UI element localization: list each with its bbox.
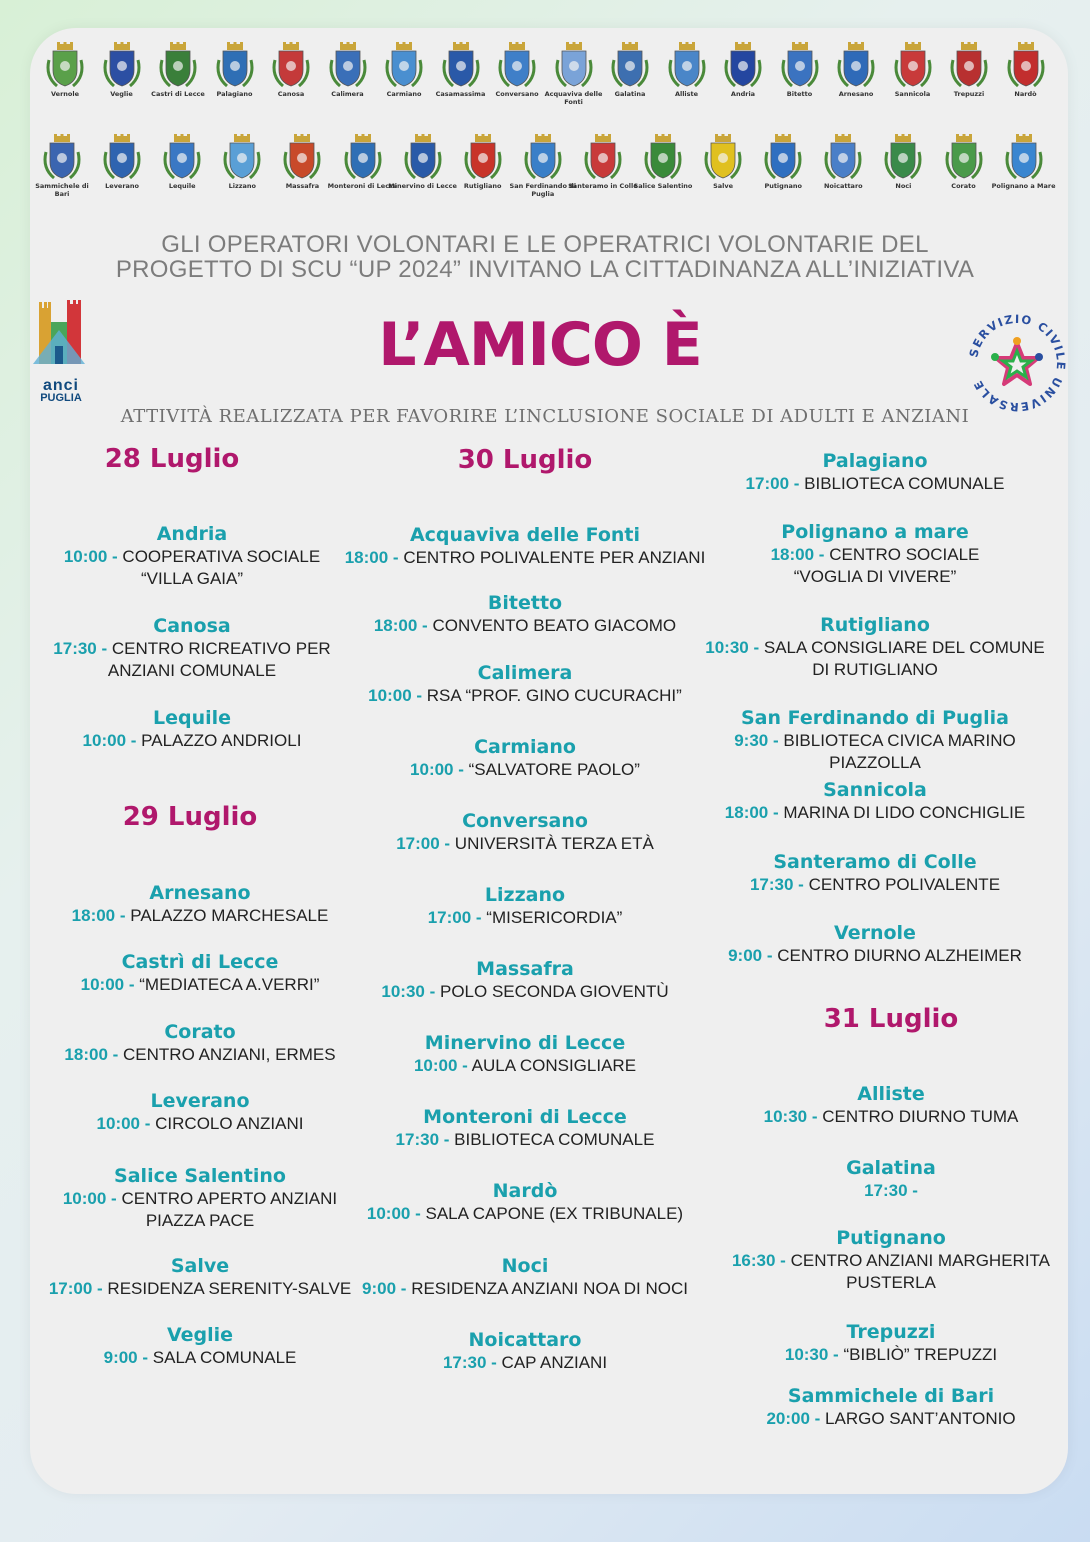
event-nardo (340, 1179, 710, 1225)
event-venue (340, 1129, 710, 1151)
event-time: 18:00 - (724, 803, 779, 822)
event-time: 17:30 - (749, 875, 804, 894)
event-venue (690, 730, 1060, 774)
date-heading-30: 30 Luglio (457, 445, 593, 475)
event-venue (30, 1278, 370, 1300)
event-conversano (340, 809, 710, 855)
event-palagiano (690, 449, 1060, 495)
crest-label: Noci (895, 182, 912, 190)
coat-of-arms-icon (156, 42, 200, 90)
crest-nard- (991, 42, 1061, 99)
coat-of-arms-icon (701, 134, 745, 182)
event-time: 17:00 - (745, 474, 800, 493)
event-venue-line1: CENTRO ANZIANI, ERMES (123, 1045, 336, 1064)
event-town: Calimera (477, 662, 573, 684)
event-town: Carmiano (474, 736, 576, 758)
crest-label: Vernole (50, 90, 80, 98)
event-town: Putignano (836, 1227, 946, 1249)
event-time: 18:00 - (770, 545, 825, 564)
event-town: Palagiano (822, 450, 928, 472)
event-venue-line2: PUSTERLA (846, 1273, 936, 1292)
page-title: L’AMICO È (378, 310, 702, 380)
crest-label: Sammichele di Bari (35, 182, 89, 198)
event-leverano (30, 1089, 370, 1135)
coat-of-arms-icon (641, 134, 685, 182)
event-venue-line2: PIAZZA PACE (145, 1211, 255, 1230)
event-venue (30, 1113, 370, 1135)
coat-of-arms-icon (778, 42, 822, 90)
event-massafra (340, 957, 710, 1003)
event-town: Castrì di Lecce (121, 951, 279, 973)
coat-of-arms-icon (401, 134, 445, 182)
event-venue (340, 685, 710, 707)
event-venue (22, 730, 362, 752)
event-venue-line1: RESIDENZA ANZIANI NOA DI NOCI (411, 1279, 688, 1298)
event-venue (340, 547, 710, 569)
crest-label: Putignano (764, 182, 802, 190)
crest-label: Veglie (110, 90, 133, 98)
event-time: 16:30 - (731, 1251, 786, 1270)
crest-label: Salve (713, 182, 734, 190)
event-time: 10:00 - (368, 686, 423, 705)
event-venue-line1: AULA CONSIGLIARE (471, 1056, 637, 1075)
crest-label: Massafra (285, 182, 320, 190)
event-venue-line1: CENTRO DIURNO TUMA (822, 1107, 1019, 1126)
event-putignano (706, 1226, 1076, 1294)
event-salice (30, 1164, 370, 1232)
anci-puglia-logo (33, 300, 89, 404)
event-time: 10:30 - (763, 1107, 818, 1126)
event-time: 10:00 - (80, 975, 135, 994)
event-town: Bitetto (487, 592, 563, 614)
coat-of-arms-icon (326, 42, 370, 90)
event-town: Monteroni di Lecce (423, 1106, 627, 1128)
event-time: 18:00 - (344, 548, 399, 567)
event-time: 17:00 - (48, 1279, 103, 1298)
crest-row-top (0, 42, 1090, 122)
coat-of-arms-icon (220, 134, 264, 182)
coat-of-arms-icon (43, 42, 87, 90)
event-venue-line2: “VILLA GAIA” (140, 569, 244, 588)
event-town: Trepuzzi (846, 1321, 936, 1343)
event-time: 18:00 - (71, 906, 126, 925)
event-town: Lequile (152, 707, 232, 729)
event-town: Rutigliano (820, 614, 930, 636)
event-minervino (340, 1031, 710, 1077)
event-venue (22, 638, 362, 660)
event-time: 17:30 - (864, 1181, 918, 1200)
event-venue (706, 1106, 1076, 1128)
event-venue-line1: SALA CAPONE (EX TRIBUNALE) (425, 1204, 684, 1223)
event-venue (22, 546, 362, 568)
event-time: 20:00 - (766, 1409, 821, 1428)
anci-castle-icon (33, 300, 89, 376)
event-venue-line1: “MISERICORDIA” (486, 908, 623, 927)
event-venue-line1: SALA COMUNALE (152, 1348, 297, 1367)
event-bitetto (340, 591, 710, 637)
date-heading-31: 31 Luglio (823, 1004, 959, 1034)
event-venue (690, 473, 1060, 495)
event-venue-line1: “SALVATORE PAOLO” (468, 760, 640, 779)
event-town: Massafra (476, 958, 574, 980)
svg-text:SERVIZIO CIVILE UNIVERSALE (966, 312, 1068, 414)
event-town: Alliste (857, 1083, 925, 1105)
coat-of-arms-icon (100, 134, 144, 182)
crest-label: Monteroni di Lecce (327, 182, 398, 190)
event-time: 18:00 - (64, 1045, 119, 1064)
event-town: Acquaviva delle Fonti (409, 524, 641, 546)
event-venue-line1: CIRCOLO ANZIANI (155, 1114, 304, 1133)
event-venue-line1: COOPERATIVA SOCIALE (122, 547, 321, 566)
event-monteroni (340, 1105, 710, 1151)
event-rutigliano (690, 613, 1060, 681)
event-sanferdinando (690, 706, 1060, 774)
event-town: Minervino di Lecce (424, 1032, 626, 1054)
event-venue-line1: UNIVERSITÀ TERZA ETÀ (454, 834, 654, 853)
crest-label: Alliste (674, 90, 699, 98)
event-venue-line1: CENTRO APERTO ANZIANI (121, 1189, 338, 1208)
event-time: 17:00 - (427, 908, 482, 927)
crest-label: Andria (730, 90, 756, 98)
event-santeramo (690, 850, 1060, 896)
event-venue-line2: “VOGLIA DI VIVERE” (793, 567, 957, 586)
crest-label: Carmiano (386, 90, 422, 98)
event-vernole (690, 921, 1060, 967)
intro-line-2: PROGETTO DI SCU “UP 2024” INVITANO LA CITTADINANZA ALL’INIZIATIVA (115, 256, 975, 283)
event-alliste (706, 1082, 1076, 1128)
event-town: Salve (170, 1255, 230, 1277)
coat-of-arms-icon (280, 134, 324, 182)
event-calimera (340, 661, 710, 707)
event-venue-line1: CENTRO ANZIANI MARGHERITA (790, 1251, 1051, 1270)
crest-label: Trepuzzi (953, 90, 985, 98)
coat-of-arms-icon (461, 134, 505, 182)
event-carmiano (340, 735, 710, 781)
event-town: Noci (501, 1255, 549, 1277)
crest-label: Palagiano (216, 90, 253, 98)
coat-of-arms-icon (761, 134, 805, 182)
event-venue (340, 1203, 710, 1225)
event-town: Corato (164, 1021, 236, 1043)
coat-of-arms-icon (891, 42, 935, 90)
event-town: Galatina (846, 1157, 936, 1179)
coat-of-arms-icon (1002, 134, 1046, 182)
coat-of-arms-icon (100, 42, 144, 90)
event-venue-line1: RESIDENZA SERENITY-SALVE (107, 1279, 352, 1298)
event-trepuzzi (706, 1320, 1076, 1366)
crest-label: Canosa (277, 90, 305, 98)
crest-label: Leverano (105, 182, 140, 190)
scu-logo-text: SERVIZIO CIVILE UNIVERSALE (966, 312, 1068, 414)
event-time: 17:30 - (442, 1353, 497, 1372)
crest-label: Lequile (168, 182, 196, 190)
coat-of-arms-icon (495, 42, 539, 90)
crest-label: Rutigliano (463, 182, 502, 190)
event-arnesano (30, 881, 370, 927)
coat-of-arms-icon (213, 42, 257, 90)
event-town: Lizzano (484, 884, 566, 906)
crest-label: Corato (951, 182, 976, 190)
event-venue-line1: CENTRO DIURNO ALZHEIMER (777, 946, 1022, 965)
crest-polignano-a-mare (989, 134, 1059, 191)
event-time: 10:00 - (62, 1189, 117, 1208)
coat-of-arms-icon (269, 42, 313, 90)
event-polignano (690, 520, 1060, 588)
event-acquaviva (340, 523, 710, 569)
crest-label: Conversano (495, 90, 539, 98)
event-town: Andria (156, 523, 228, 545)
coat-of-arms-icon (942, 134, 986, 182)
event-time: 10:30 - (381, 982, 436, 1001)
event-venue (706, 1408, 1076, 1430)
event-venue-line1: “MEDIATECA A.VERRI” (139, 975, 320, 994)
event-venue-line1: BIBLIOTECA COMUNALE (454, 1130, 655, 1149)
coat-of-arms-icon (40, 134, 84, 182)
event-time: 10:00 - (413, 1056, 468, 1075)
crest-label: Santeramo in Colle (568, 182, 638, 190)
crest-label: Castri di Lecce (151, 90, 205, 98)
crest-label: Sannicola (894, 90, 931, 98)
event-venue (690, 802, 1060, 824)
date-heading-28: 28 Luglio (104, 444, 240, 474)
event-town: Veglie (166, 1324, 234, 1346)
crest-label: Salice Salentino (633, 182, 693, 190)
event-venue (690, 544, 1060, 566)
event-venue (340, 1278, 710, 1300)
anci-logo-line2: PUGLIA (40, 392, 82, 404)
event-venue (30, 1347, 370, 1369)
event-town: Leverano (150, 1090, 250, 1112)
event-noicattaro (340, 1328, 710, 1374)
event-town: Arnesano (149, 882, 251, 904)
intro-line-1: GLI OPERATORI VOLONTARI E LE OPERATRICI VOLONTARIE DEL (161, 231, 929, 258)
event-venue (30, 1044, 370, 1066)
event-town: Canosa (153, 615, 231, 637)
event-venue (340, 759, 710, 781)
coat-of-arms-icon (1004, 42, 1048, 90)
event-venue-line1: POLO SECONDA GIOVENTÙ (440, 982, 669, 1001)
coat-of-arms-icon (881, 134, 925, 182)
event-venue (340, 833, 710, 855)
event-time: 18:00 - (373, 616, 428, 635)
event-time: 10:00 - (96, 1114, 151, 1133)
event-time: 9:00 - (728, 946, 773, 965)
servizio-civile-universale-logo (966, 312, 1068, 414)
intro-text (40, 232, 1050, 282)
event-venue-line1: CONVENTO BEATO GIACOMO (432, 616, 677, 635)
event-town: Salice Salentino (114, 1165, 286, 1187)
event-town: Polignano a mare (781, 521, 969, 543)
event-veglie (30, 1323, 370, 1369)
coat-of-arms-icon (947, 42, 991, 90)
event-venue-line1: BIBLIOTECA CIVICA MARINO PIAZZOLLA (783, 731, 1016, 772)
crest-label: San Ferdinando di Puglia (509, 182, 577, 198)
event-town: Sammichele di Bari (787, 1385, 995, 1407)
event-venue-line1: CENTRO SOCIALE (829, 545, 980, 564)
event-venue-line2: DI RUTIGLIANO (812, 660, 938, 679)
event-town: Vernole (834, 922, 916, 944)
event-venue-line1: CENTRO POLIVALENTE (808, 875, 1001, 894)
event-venue-line1: CENTRO RICREATIVO PER (111, 639, 331, 658)
crest-row-bottom (0, 134, 1090, 214)
event-venue (706, 1344, 1076, 1366)
event-galatina (706, 1156, 1076, 1202)
event-town: San Ferdinando di Puglia (741, 707, 1009, 729)
crest-label: Polignano a Mare (991, 182, 1056, 190)
event-venue (690, 945, 1060, 967)
event-lequile (22, 706, 362, 752)
coat-of-arms-icon (382, 42, 426, 90)
date-heading-29: 29 Luglio (122, 802, 258, 832)
event-venue-line1: CENTRO POLIVALENTE PER ANZIANI (403, 548, 706, 567)
event-salve (30, 1254, 370, 1300)
event-time: 10:00 - (82, 731, 137, 750)
event-time: 10:00 - (366, 1204, 421, 1223)
page-subtitle: ATTIVITÀ REALIZZATA PER FAVORIRE L’INCLUSIONE SOCIALE DI ADULTI E ANZIANI (120, 406, 970, 427)
event-venue (706, 1250, 1076, 1272)
event-time: 9:30 - (734, 731, 779, 750)
event-venue-line1: PALAZZO MARCHESALE (130, 906, 329, 925)
event-venue-line1: MARINA DI LIDO CONCHIGLIE (783, 803, 1026, 822)
crest-label: Lizzano (228, 182, 256, 190)
event-venue-line2: ANZIANI COMUNALE (107, 661, 277, 680)
event-venue-line1: “BIBLIÒ” TREPUZZI (843, 1345, 998, 1364)
event-sammichele (706, 1384, 1076, 1430)
event-town: Noicattaro (468, 1329, 582, 1351)
event-time: 10:30 - (784, 1345, 839, 1364)
coat-of-arms-icon (821, 134, 865, 182)
coat-of-arms-icon (665, 42, 709, 90)
crest-label: Minervino di Lecce (388, 182, 457, 190)
crest-label: Calimera (331, 90, 364, 98)
event-venue-line1: LARGO SANT’ANTONIO (825, 1409, 1016, 1428)
crest-label: Noicattaro (823, 182, 863, 190)
event-venue (340, 1352, 710, 1374)
event-venue-line1: PALAZZO ANDRIOLI (141, 731, 302, 750)
event-canosa (22, 614, 362, 682)
event-andria (22, 522, 362, 590)
coat-of-arms-icon (341, 134, 385, 182)
coat-of-arms-icon (608, 42, 652, 90)
crest-label: Galatina (614, 90, 646, 98)
event-time: 17:30 - (53, 639, 108, 658)
event-town: Santeramo di Colle (773, 851, 977, 873)
event-venue (340, 981, 710, 1003)
event-sannicola (690, 778, 1060, 824)
event-lizzano (340, 883, 710, 929)
crest-label: Arnesano (838, 90, 874, 98)
event-venue (690, 637, 1060, 659)
event-venue (340, 1055, 710, 1077)
event-time: 10:30 - (705, 638, 760, 657)
event-castri (30, 950, 370, 996)
star-icon (991, 337, 1043, 384)
event-venue (30, 905, 370, 927)
anci-logo-line1: anci (42, 377, 79, 394)
coat-of-arms-icon (581, 134, 625, 182)
event-venue (340, 615, 710, 637)
event-venue (340, 907, 710, 929)
event-venue (706, 1180, 1076, 1202)
coat-of-arms-icon (160, 134, 204, 182)
coat-of-arms-icon (721, 42, 765, 90)
event-venue-line1: SALA CONSIGLIARE DEL COMUNE (763, 638, 1045, 657)
event-time: 9:00 - (362, 1279, 407, 1298)
event-town: Nardò (492, 1180, 558, 1202)
event-time: 10:00 - (410, 760, 464, 779)
crest-label: Acquaviva delle Fonti (544, 90, 603, 106)
coat-of-arms-icon (521, 134, 565, 182)
coat-of-arms-icon (552, 42, 596, 90)
event-venue-line1: RSA “PROF. GINO CUCURACHI” (426, 686, 682, 705)
event-venue (30, 974, 370, 996)
event-venue-line1: CAP ANZIANI (501, 1353, 608, 1372)
crest-label: Bitetto (786, 90, 813, 98)
event-time: 17:00 - (396, 834, 451, 853)
crest-label: Nardò (1014, 90, 1037, 98)
event-town: Sannicola (823, 779, 927, 801)
event-town: Conversano (462, 810, 588, 832)
event-time: 9:00 - (103, 1348, 149, 1367)
event-noci (340, 1254, 710, 1300)
event-time: 17:30 - (395, 1130, 450, 1149)
crest-label: Casamassima (435, 90, 486, 98)
coat-of-arms-icon (834, 42, 878, 90)
event-venue-line1: BIBLIOTECA COMUNALE (804, 474, 1005, 493)
event-venue (30, 1188, 370, 1210)
coat-of-arms-icon (439, 42, 483, 90)
event-venue (690, 874, 1060, 896)
event-corato (30, 1020, 370, 1066)
event-time: 10:00 - (63, 547, 118, 566)
